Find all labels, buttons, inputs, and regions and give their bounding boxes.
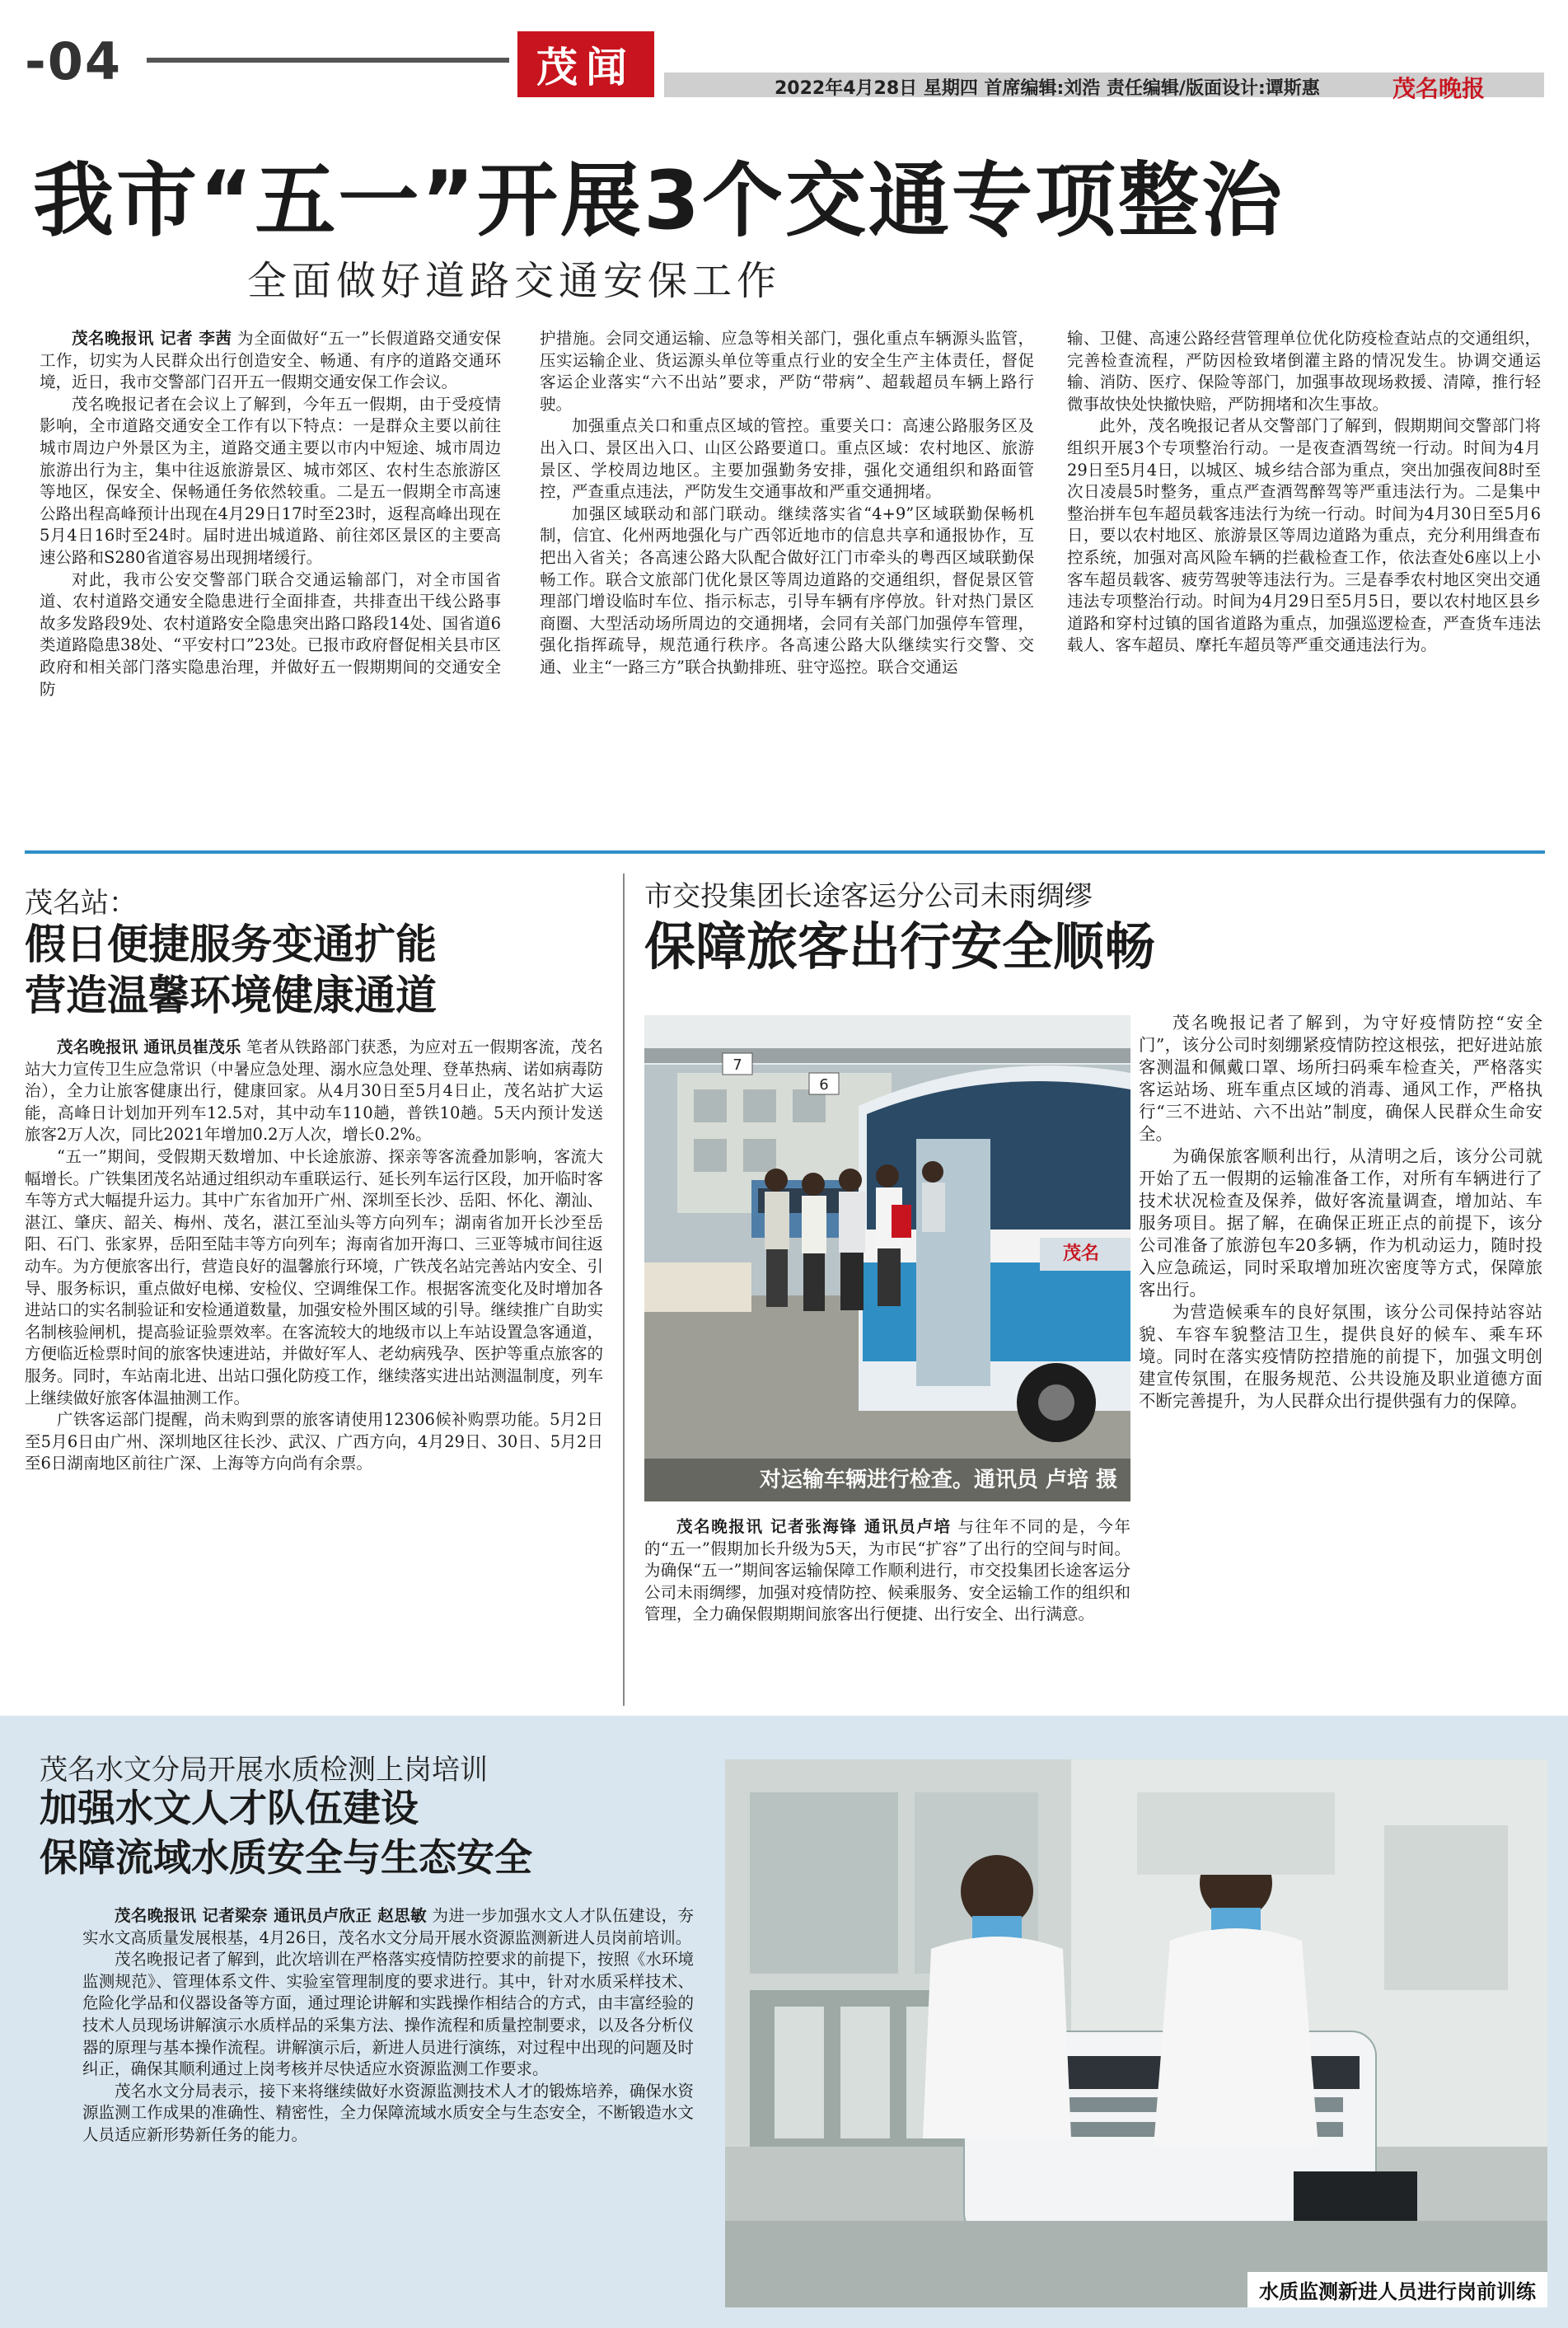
bus-photo-caption: 对运输车辆进行检查。通讯员 卢培 摄 — [759, 1468, 1117, 1492]
lead-headline: 我市“五一”开展3个交通专项整治 — [33, 154, 1285, 248]
station-paragraph: 广铁客运部门提醒，尚未购到票的旅客请使用12306候补购票功能。5月2日至5月6日由广州、深圳地区往长沙、武汉、广西方向，4月29日、30日、5月2日至6日湖南地区前往广深、上海等方向尚有余票。 — [25, 1410, 603, 1473]
lead-byline: 茂名晚报讯 记者 李茜 — [72, 329, 232, 348]
station-headline-1: 假日便捷服务变通扩能 — [25, 920, 437, 968]
section-divider — [25, 850, 1545, 854]
water-headline-1: 加强水文人才队伍建设 — [40, 1786, 419, 1830]
date-line: 2022年4月28日 星期四 首席编辑:刘浩 责任编辑/版面设计:谭斯惠 — [775, 78, 1320, 99]
station-paragraph: “五一”期间，受假期天数增加、中长途旅游、探亲等客流叠加影响，客流大幅增长。广铁集团茂名站通过组织动车重联运行、延长列车运行区段，加开临时客车等方式大幅提升运力。其中广东省加开广州、深圳至长沙、岳阳、怀化、潮汕、湛江、肇庆、韶关、梅州、茂名，湛江至汕头等方向列车；湖南省加开长沙至岳阳、石门、张家界，岳阳至陆丰等方向列车；海南省加开海口、三亚等城市间往返动车。为方便旅客出行，营造良好的温馨旅行环境，广铁茂名站完善站内安全、引导、服务标识，重点做好电梯、安检仪、空调维保工作。根据客流变化及时增加各进站口的实名制验证和安检通道数量，加强安检外围区域的引导。继续推广自助实名制核验闸机，提高验证验票效率。在客流较大的地级市以上车站设置急客通道，方便临近检票时间的旅客快速进站，并做好军人、老幼病残孕、医护等重点旅客的服务。同时，车站南北进、出站口强化防疫工作，继续落实进出站测温制度，列车上继续做好旅客体温抽测工作。 — [25, 1146, 604, 1408]
bus-byline: 茂名晚报讯 记者张海锋 通讯员卢培 — [676, 1517, 952, 1536]
station-headline-2: 营造温馨环境健康通道 — [25, 972, 437, 1019]
bus-photo-illustration — [644, 1015, 1130, 1501]
water-paragraph: 茂名水文分局表示，接下来将继续做好水资源监测技术人才的锻炼培养，确保水资源监测工作成果的准确性、精密性，全力保障流域水质安全与生态安全，不断锻造水文人员适应新形势新任务的能力。 — [82, 2081, 694, 2144]
water-paragraph: 为进一步加强水文人才队伍建设，夯实水文高质量发展根基，4月26日，茂名水文分局开展水资源监测新进人员岗前培训。 — [82, 1906, 694, 1947]
lead-paragraph: 茂名晚报记者在会议上了解到，今年五一假期，由于受疫情影响，全市道路交通安全工作有以下特点：一是群众主要以前往城市周边户外景区为主，道路交通主要以市内中短途、城市周边旅游出行为主，集中往返旅游景区、城市郊区、农村生态旅游区等地区，保安全、保畅通任务依然较重。二是五一假期全市高速公路出程高峰预计出现在4月29日17时至23时，返程高峰出现在5月4日16时至24时。届时进出城道路、前往郊区景区的主要高速公路和S280省道容易出现拥堵缓行。 — [40, 394, 501, 567]
lead-paragraph: 加强区域联动和部门联动。继续落实省“4+9”区域联勤保畅机制，信宜、化州两地强化与广西邻近地市的信息共享和通报协作，互把出入省关；各高速公路大队配合做好江门市牵头的粤西区域联勤保畅工作。联合文旅部门优化景区等周边道路的交通组织，督促景区管理部门增设临时车位、指示标志，引导车辆有序停放。针对热门景区商圈、大型活动场所周边的交通拥堵，会同有关部门加强停车管理，强化指挥疏导，规范通行秩序。各高速公路大队继续实行交警、交通、业主“一路三方”联合执勤排班、驻守巡控。联合交通运 — [540, 504, 1034, 677]
bus-route-label: 茂名 — [1062, 1244, 1100, 1264]
water-body — [82, 1905, 694, 2147]
lead-paragraph: 护措施。会同交通运输、应急等相关部门，强化重点车辆源头监管，压实运输企业、货运源头单位等重点行业的安全生产主体责任，督促客运企业落实“六不出站”要求，严防“带病”、超载超员车辆上路行驶。 — [540, 329, 1034, 414]
lead-paragraph: 此外，茂名晚报记者从交警部门了解到，假期期间交警部门将组织开展3个专项整治行动。一是夜查酒驾统一行动。时间为4月29日至5月4日，以城区、城乡结合部为重点，突出加强夜间8时至次日凌晨5时整务，重点严查酒驾醉驾等严重违法行为。二是集中整治拼车包车超员载客违法行为统一行动。时间为4月30日至5月6日，要以农村地区、旅游景区等周边道路为重点，充分利用缉查布控系统，加强对高风险车辆的拦截检查工作，依法查处6座以上小客车超员载客、疲劳驾驶等违法行为。三是春季农村地区突出交通违法专项整治行动。时间为4月29日至5月5日，要以农村地区县乡道路和穿村过镇的国省道路为重点，加强巡逻检查，严查货车违法载人、客车超员、摩托车超员等严重交通违法行为。 — [1067, 416, 1541, 655]
water-lab-photo — [725, 1759, 1547, 2307]
bus-sign-7: 7 — [733, 1056, 742, 1074]
section-label: 茂闻 — [517, 31, 654, 97]
station-body — [25, 1037, 603, 1475]
water-byline: 茂名晚报讯 记者梁奈 通讯员卢欣正 赵思敏 — [115, 1906, 427, 1925]
lead-paragraph: 输、卫健、高速公路经营管理单位优化防疫检查站点的交通组织，完善检查流程，严防因检致堵倒灌主路的情况发生。协调交通运输、消防、医疗、保险等部门，加强事故现场救援、清障，推行轻微事故快处快撤快赔，严防拥堵和次生事故。 — [1067, 329, 1541, 414]
water-paragraph: 茂名晚报记者了解到，此次培训在严格落实疫情防控要求的前提下，按照《水环境监测规范》、管理体系文件、实验室管理制度的要求进行。其中，针对水质采样技术、危险化学品和仪器设备等方面，通过理论讲解和实践操作相结合的方式，由丰富经验的技术人员现场讲解演示水质样品的采集方法、操作流程和质量控制要求，以及各分析仪器的原理与基本操作流程。讲解演示后，新进人员进行演练，对过程中出现的问题及时纠正，确保其顺利通过上岗考核并尽快适应水资源监测工作要求。 — [82, 1950, 694, 2079]
lead-column-2 — [540, 328, 1034, 679]
lead-subtitle: 全面做好道路交通安保工作 — [247, 258, 782, 304]
bus-paragraph: 与往年不同的是，今年的“五一”假期加长升级为5天，为市民“扩容”了出行的空间与时间。为确保“五一”期间客运输保障工作顺利进行，市交投集团长途客运分公司未雨绸缪，加强对疫情防控、候乘服务、安全运输工作的组织和管理，全力确保假期期间旅客出行便捷、出行安全、出行满意。 — [644, 1517, 1131, 1624]
lead-column-1 — [40, 328, 501, 700]
bus-body-left — [644, 1516, 1130, 1626]
station-kicker: 茂名站： — [25, 887, 137, 920]
bus-body-right — [1139, 1012, 1542, 1412]
water-photo-caption: 水质监测新进人员进行岗前训练 — [1247, 2272, 1547, 2307]
lab-photo-illustration — [725, 1759, 1547, 2307]
page-number: -04 — [25, 31, 123, 91]
bus-paragraph: 为确保旅客顺利出行，从清明之后，该分公司就开始了五一假期的运输准备工作，对所有车辆进行了技术状况检查及保养，做好客流量调查，增加站、车服务项目。据了解，在确保正班正点的前提下，该分公司准备了旅游包车20多辆，作为机动运力，随时投入应急疏运，同时采取增加班次密度等方式，保障旅客出行。 — [1139, 1146, 1542, 1300]
bus-sign-6: 6 — [819, 1076, 829, 1094]
bus-kicker: 市交投集团长途客运分公司未雨绸缪 — [644, 880, 1093, 913]
lead-paragraph: 加强重点关口和重点区域的管控。重要关口：高速公路服务区及出入口、景区出入口、山区公路要道口。重点区域：农村地区、旅游景区、学校周边地区。主要加强勤务安排，强化交通组织和路面管控，严查重点违法，严防发生交通事故和严重交通拥堵。 — [540, 416, 1034, 502]
station-paragraph: 笔者从铁路部门获悉，为应对五一假期客流，茂名站大力宣传卫生应急常识（中暑应急处理、溺水应急处理、登革热病、诺如病毒防治），全力让旅客健康出行，健康回家。从4月30日至5月4日止，茂名站扩大运能，高峰日计划加开列车12.5对，其中动车110趟，普铁10趟。5天内预计发送旅客2万人次，同比2021年增加0.2万人次，增长0.2%。 — [25, 1038, 604, 1145]
header-rule — [147, 58, 509, 63]
water-headline-2: 保障流域水质安全与生态安全 — [40, 1835, 532, 1880]
water-kicker: 茂名水文分局开展水质检测上岗培训 — [40, 1754, 488, 1787]
bus-paragraph: 茂名晚报记者了解到，为守好疫情防控“安全门”，该分公司时刻绷紧疫情防控这根弦，把好进站旅客测温和佩戴口罩、场所扫码乘车检查关，严格落实客运站场、班车重点区域的消毒、通风工作，严格执行“三不进站、六不出站”制度，确保人民群众生命安全。 — [1139, 1013, 1542, 1144]
bus-headline: 保障旅客出行安全顺畅 — [644, 916, 1156, 977]
lead-paragraph: 为全面做好“五一”长假道路交通安保工作，切实为人民群众出行创造安全、畅通、有序的道路交通环境，近日，我市交警部门召开五一假期交通安保工作会议。 — [40, 329, 502, 392]
bus-paragraph: 为营造候乘车的良好氛围，该分公司保持站容站貌、车容车貌整洁卫生，提供良好的候车、乘车环境。同时在落实疫情防控措施的前提下，加强文明创建宣传氛围，在服务规范、公共设施及职业道德方面不断完善提升，为人民群众出行提供强有力的保障。 — [1139, 1302, 1542, 1411]
lead-column-3 — [1067, 328, 1541, 657]
bus-inspection-photo — [644, 1015, 1130, 1501]
column-divider — [623, 874, 625, 1706]
lead-paragraph: 对此，我市公安交警部门联合交通运输部门，对全市国省道、农村道路交通安全隐患进行全面排查，共排查出干线公路事故多发路段9处、农村道路安全隐患突出路口路段14处、国省道6类道路隐患38处、“平安村口”23处。已报市政府督促相关县市区政府和相关部门落实隐患治理，并做好五一假期期间的交通安全防 — [40, 569, 501, 699]
station-byline: 茂名晚报讯 通讯员崔茂乐 — [57, 1038, 241, 1056]
paper-logo: 茂名晚报 — [1392, 75, 1486, 102]
